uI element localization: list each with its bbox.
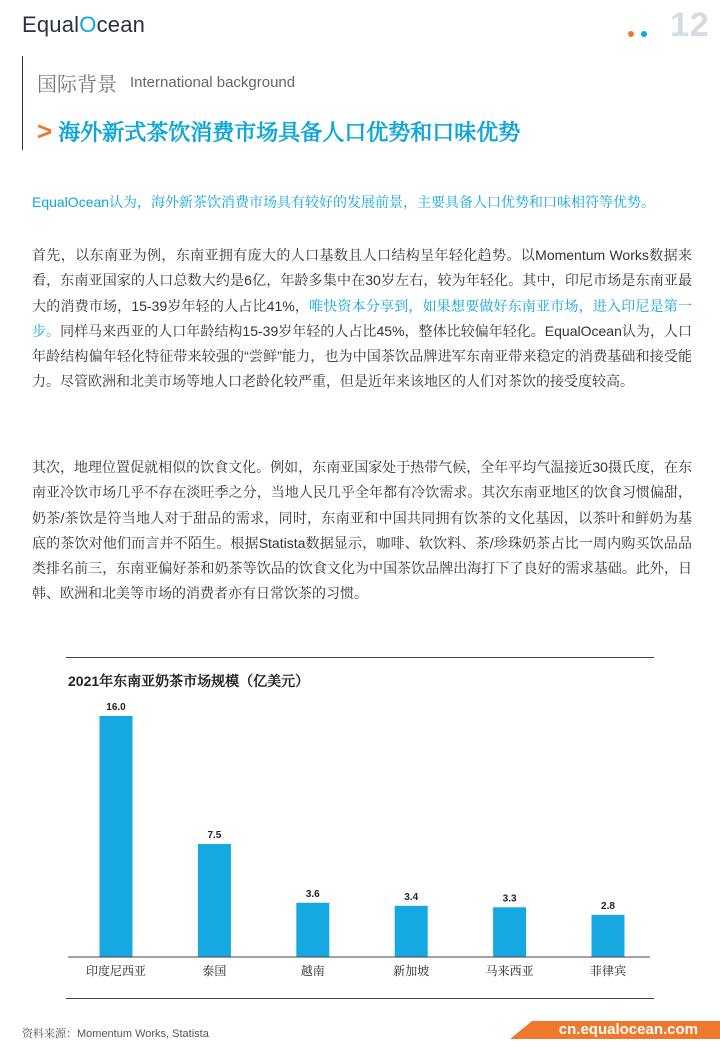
paragraph-population-part2: 同样马来西亚的人口年龄结构15-39岁年轻的人占比45%，整体比较偏年轻化。EqualOcean认为，人口年龄结构偏年轻化特征带来较强的“尝鲜”能力，也为中国茶饮品牌进军东南亚带来稳定的消费基础和接受能力。尽管欧洲和北美市场等地人口老龄化较严重，但是近年来该地区的人们对茶饮的接受度较高。: [32, 322, 692, 390]
footer-url[interactable]: cn.equalocean.com: [558, 1021, 698, 1038]
bar-6: [592, 915, 625, 957]
paragraph-taste: 其次，地理位置促就相似的饮食文化。例如，东南亚国家处于热带气候，全年平均气温接近30摄氏度，在东南亚冷饮市场几乎不存在淡旺季之分，当地人民几乎全年都有冷饮需求。其次东南亚地区的饮食习惯偏甜，奶茶/茶饮是符当地人对于甜品的需求，同时，东南亚和中国共同拥有饮茶的文化基因，以茶叶和鲜奶为基底的茶饮对他们而言并不陌生。根据Statista数据显示，咖啡、软饮料、茶/珍珠奶茶占比一周内购买饮品品类排名前三，东南亚偏好茶和奶茶等饮品的饮食文化为中国茶饮品牌出海打下了良好的需求基础。此外，日韩、欧洲和北美等市场的消费者亦有日常饮茶的习惯。: [32, 459, 692, 602]
section-label-zh: 国际背景: [37, 74, 117, 96]
logo-text-prefix: Equal: [22, 12, 80, 37]
paragraph-population-part1: 首先，以东南亚为例，东南亚拥有庞大的人口基数且人口结构呈年轻化趋势。以Momentum Works数据来看，东南亚国家的人口总数大约是6亿，年龄多集中在30岁左右，较为年轻化。其中，印尼市场是东南亚最大的消费市场，15-39岁年轻的人占比41%，: [32, 247, 692, 314]
section-divider-line: [22, 56, 23, 150]
paragraph-population: [32, 243, 692, 395]
chart-bars: [86, 702, 626, 978]
category-label-2: 泰国: [202, 964, 227, 978]
bar-5: [493, 907, 526, 957]
bar-value-label-3: 3.6: [305, 888, 320, 900]
chart-bottom-rule: [66, 998, 654, 999]
blue-dot-icon: [641, 31, 647, 37]
page-title-row: [37, 114, 520, 148]
bar-value-label-4: 3.4: [404, 891, 419, 903]
category-label-3: 越南: [300, 964, 325, 978]
section-label-en: International background: [130, 74, 296, 91]
category-label-5: 马来西亚: [485, 964, 534, 978]
paragraph-population-highlight: 唯快资本分享到，如果想要做好东南亚市场，进入印尼是第一步。: [32, 297, 693, 339]
bar-2: [198, 844, 231, 957]
bar-value-label-6: 2.8: [601, 900, 615, 912]
decorative-dots: [628, 24, 650, 42]
bar-value-label-5: 3.3: [502, 893, 517, 905]
bar-value-label-2: 7.5: [207, 830, 222, 842]
logo-o-mark: O: [79, 12, 97, 37]
bar-3: [296, 903, 329, 957]
orange-dot-icon: [628, 31, 634, 37]
chart-top-rule: [66, 657, 654, 658]
category-label-1: 印度尼西亚: [85, 964, 147, 978]
page-number: 12: [670, 6, 710, 44]
category-label-4: 新加坡: [393, 964, 430, 978]
bar-4: [395, 906, 428, 957]
category-label-6: 菲律宾: [589, 964, 627, 978]
chart-title: 2021年东南亚奶茶市场规模（亿美元）: [68, 673, 310, 689]
bar-chart: [66, 690, 654, 990]
intro-paragraph: EqualOcean认为，海外新茶饮消费市场具有较好的发展前景，主要具备人口优势和口味相符等优势。: [32, 194, 656, 210]
source-note: 资料来源：Momentum Works, Statista: [22, 1028, 209, 1040]
page-title: 海外新式茶饮消费市场具备人口优势和口味优势: [58, 119, 521, 145]
chevron-right-icon: >: [37, 116, 53, 146]
equalocean-logo: [22, 12, 145, 38]
logo-text-suffix: cean: [96, 12, 146, 37]
bar-value-label-1: 16.0: [106, 702, 126, 713]
bar-1: [100, 716, 133, 957]
